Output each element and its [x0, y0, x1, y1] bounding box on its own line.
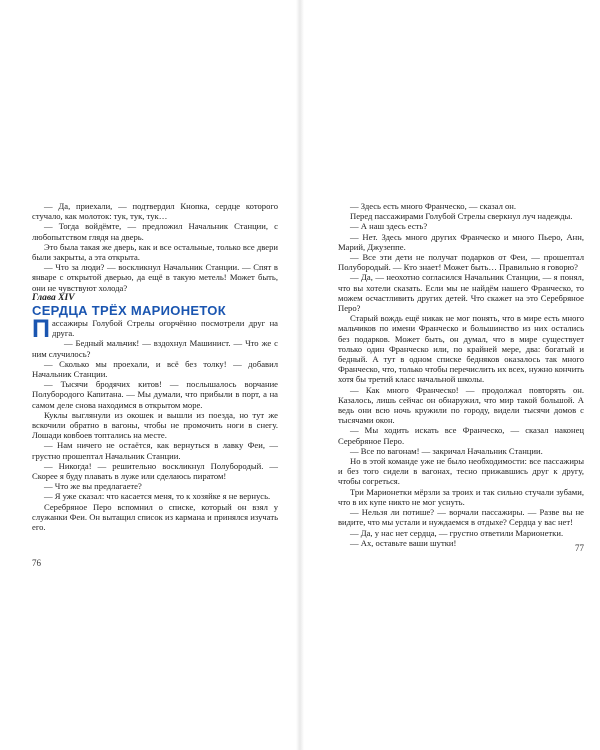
paragraph: — Никогда! — решительно воскликнул Полубородый. — Скорее я буду плавать в луже или сделаюсь пиратом! [32, 460, 278, 482]
paragraph: Но в этой команде уже не было необходимости: все пассажиры и без того сидели в вагонах, тесно прижавшись друг к другу, чтобы согреться. [338, 456, 584, 487]
paragraph: — Мы ходить искать все Франческо, — сказал наконец Серебряное Перо. [338, 425, 584, 446]
chapter-label: Глава XIV [32, 292, 75, 303]
chapter-title: СЕРДЦА ТРЁХ МАРИОНЕТОК [32, 303, 226, 319]
paragraph: Три Марионетки мёрзли за троих и так сильно стучали зубами, что в их купе никто не мог уснуть. [338, 486, 584, 507]
page-number: 76 [32, 558, 41, 568]
paragraph: — Все эти дети не получат подарков от Феи, — прошептал Полубородый. — Кто знает! Может быть… Правильно я говорю? [338, 252, 584, 273]
paragraph: Серебряное Перо вспомнил о списке, который он взял у служанки Феи. Он вытащил список из кармана и принялся изучать его. [32, 501, 278, 533]
paragraph: — Нельзя ли потише? — ворчали пассажиры. — Разве вы не видите, что мы устали и нуждаемся в отдыхе? Сердца у вас нет! [338, 507, 584, 528]
drop-cap: П [32, 315, 50, 344]
paragraph: Перед пассажирами Голубой Стрелы сверкнул луч надежды. [350, 211, 573, 222]
paragraph: Это была такая же дверь, как и все остальные, только все двери были закрыты, а эта открыта. [32, 241, 278, 263]
paragraph: — Тогда войдёмте, — предложил Начальник Станции, с любопытством глядя на дверь. [32, 221, 278, 242]
paragraph: — Да, приехали, — подтвердил Кнопка, сердце которого стучало, как молоток: тук, тук, тук… [32, 201, 278, 222]
paragraph: — Сколько мы проехали, и всё без толку! — добавил Начальник Станции. [32, 358, 278, 380]
right-page [304, 0, 600, 750]
paragraph: — Как много Франческо! — продолжал повторять он. Казалось, лишь сейчас он обнаружил, что мир такой большой. А ведь они всю ночь кружили по городу, видели тысячи домов с тысячами окон. [338, 384, 584, 426]
paragraph: — Здесь есть много Франческо, — сказал он. [350, 201, 517, 211]
first-paragraph [32, 315, 278, 344]
paragraph: Старый вождь ещё никак не мог понять, что в мире есть много мальчиков по имени Франческо и большинство из них остались без подарков. Может быть, он думал, что в мире существует только один Франческо или, по крайней мере, два: богатый и бедный. А тут в одном списке бедняков оказалось так много Франческо, что, только чтобы перечислить их всех, нужно кончить хотя бы третий класс начальной школы. [338, 313, 584, 385]
first-paragraph-text: ассажиры Голубой Стрелы огорчённо посмотрели друг на друга. [51, 318, 278, 339]
paragraph: — Бедный мальчик! — вздохнул Машинист. — Что же с ним случилось? [32, 338, 278, 359]
paragraph: — Да, — неохотно согласился Начальник Станции, — я понял, что вы хотели сказать. Если мы не найдём нашего Франческо, то можем осчастливить других детей. Что скажет на это Серебряное Перо? [338, 272, 584, 314]
paragraph: — Ах, оставьте ваши шутки! [350, 537, 457, 548]
paragraph: — Все по вагонам! — закричал Начальник Станции. [350, 445, 543, 456]
paragraph: — А наш здесь есть? [350, 221, 428, 232]
page-number: 77 [575, 543, 584, 553]
paragraph: — Да, у нас нет сердца, — грустно ответили Марионетки. [350, 527, 564, 538]
right-text-column [338, 201, 584, 548]
paragraph: — Нет. Здесь много других Франческо и много Пьеро, Анн, Марий, Джузеппе. [338, 231, 584, 252]
paragraph: — Что же вы предлагаете? [44, 481, 142, 492]
paragraph: — Нам ничего не остаётся, как вернуться в лавку Феи, — грустно прошептал Начальник Станции. [32, 440, 278, 461]
left-page [0, 0, 296, 750]
book-gutter [296, 0, 304, 750]
paragraph: — Я уже сказал: что касается меня, то к хозяйке я не вернусь. [44, 491, 271, 502]
paragraph: Куклы выглянули из окошек и вышли из поезда, но тут же вскочили обратно в вагоны, чтобы не промочить ноги в снегу. Лошади ковбоев топтались на месте. [32, 409, 278, 441]
paragraph: — Что за люди? — воскликнул Начальник Станции. — Спят в январе с открытой дверью, да ещё в такую метель! Может быть, они не чувствуют холода? [32, 262, 278, 293]
left-text-column [32, 201, 278, 532]
paragraph: — Тысячи бродячих китов! — послышалось ворчание Полубородого Капитана. — Мы думали, что прибыли в порт, а на самом деле снова находимся в открытом море. [32, 379, 278, 410]
